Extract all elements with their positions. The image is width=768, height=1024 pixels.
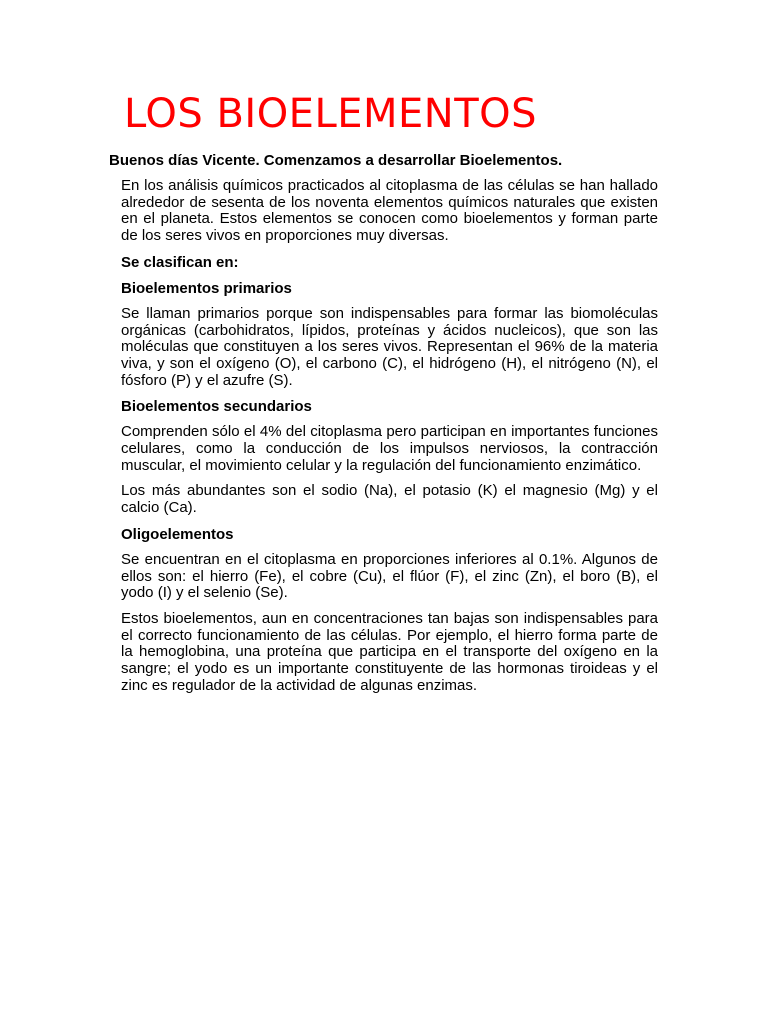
trace-paragraph-2: Estos bioelementos, aun en concentraciones tan bajas son indispensables para el correcto funcionamiento de las células. Por ejemplo, el hierro forma parte de la hemoglobina, una proteína que participa en el transporte del oxígeno en la sangre; el yodo es un importante constituyente de las hormonas tiroideas y el zinc es regulador de la actividad de algunas enzimas. [121, 609, 658, 694]
classification-heading: Se clasifican en: [121, 253, 239, 271]
secondary-heading: Bioelementos secundarios [121, 398, 312, 416]
trace-paragraph: Se encuentran en el citoplasma en proporciones inferiores al 0.1%. Algunos de ellos son: el hierro (Fe), el cobre (Cu), el flúor (F), el zinc (Zn), el boro (B), el yodo (I) y el selenio (Se). [121, 550, 658, 602]
greeting-line: Buenos días Vicente. Comenzamos a desarrollar Bioelementos. [109, 152, 563, 169]
trace-heading: Oligoelementos [121, 525, 234, 543]
primary-heading: Bioelementos primarios [121, 279, 292, 297]
primary-paragraph: Se llaman primarios porque son indispensables para formar las biomoléculas orgánicas (carbohidratos, lípidos, proteínas y ácidos nucleicos), que son las moléculas que constituyen a los seres vivos. Representan el 96% de la materia viva, y son el oxígeno (O), el carbono (C), el hidrógeno (H), el nitrógeno (N), el fósforo (P) y el azufre (S). [121, 304, 658, 389]
document-title: LOS BIOELEMENTOS [124, 91, 538, 137]
secondary-paragraph: Comprenden sólo el 4% del citoplasma pero participan en importantes funciones celulares, como la conducción de los impulsos nerviosos, la contracción muscular, el movimiento celular y la regulación del funcionamiento enzimático. [121, 423, 658, 474]
secondary-paragraph-2: Los más abundantes son el sodio (Na), el potasio (K) el magnesio (Mg) y el calcio (Ca). [121, 482, 658, 517]
document-body [121, 178, 658, 703]
intro-paragraph: En los análisis químicos practicados al citoplasma de las células se han hallado alrededor de sesenta de los noventa elementos químicos naturales que existen en el planeta. Estos elementos se conocen como bioelementos y forman parte de los seres vivos en proporciones muy diversas. [121, 177, 658, 245]
